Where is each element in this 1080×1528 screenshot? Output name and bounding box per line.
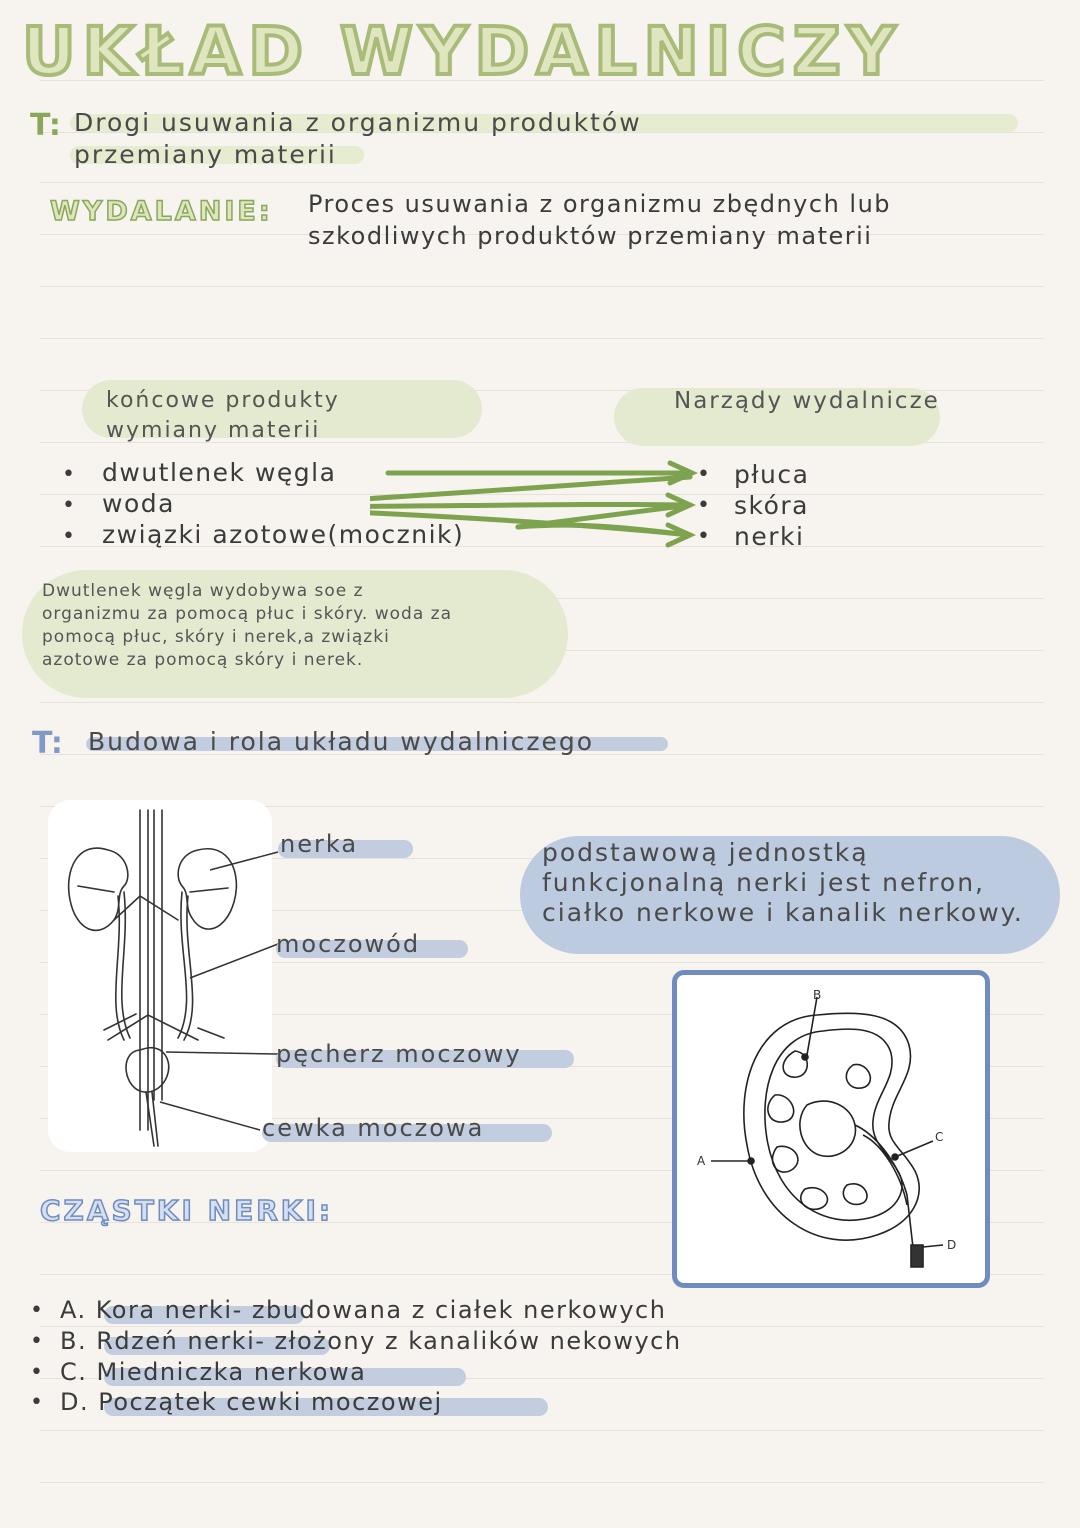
nephron-note-line1: podstawową jednostką (542, 838, 869, 867)
ruled-line (40, 286, 1044, 287)
bullet: • (697, 524, 710, 549)
kidney-letter-C: C (935, 1130, 944, 1144)
topic1-marker: T: (30, 108, 61, 143)
organ-item-1: skóra (734, 491, 810, 520)
label-kidney: nerka (280, 830, 359, 858)
ureter-start-shape (911, 1245, 923, 1267)
ruled-line (40, 702, 1044, 703)
product-item-2: związki azotowe(mocznik) (102, 520, 465, 549)
ruled-line (40, 182, 1044, 183)
label-bladder: pęcherz moczowy (276, 1040, 522, 1068)
definition-keyword: WYDALANIE: (50, 196, 273, 227)
ruled-line (40, 338, 1044, 339)
bullet: • (30, 1360, 43, 1385)
bullet: • (30, 1298, 43, 1323)
leader-B (807, 997, 817, 1055)
part-item-C: C. Miedniczka nerkowa (60, 1358, 367, 1386)
bullet: • (62, 493, 75, 518)
organs-heading: Narządy wydalnicze (674, 388, 940, 414)
summary-line3: pomocą płuc, skóry i nerek,a związki (42, 627, 390, 647)
left-ureter (122, 892, 130, 1038)
bullet: • (62, 462, 75, 487)
products-heading (106, 386, 340, 446)
arrow-nitrogen-kidneys (518, 525, 690, 535)
products-heading-line2: wymiany materii (106, 418, 321, 443)
summary-line1: Dwutlenek węgla wydobywa soe z (42, 581, 364, 601)
products-heading-line1: końcowe produkty (106, 388, 340, 413)
bullet: • (697, 462, 710, 487)
topic2-text: Budowa i rola układu wydalniczego (88, 727, 594, 756)
part-item-D: D. Początek cewki moczowej (60, 1388, 443, 1416)
topic1-line1: Drogi usuwania z organizmu produktów (74, 108, 642, 137)
parts-heading: CZĄSTKI NERKI: (40, 1194, 334, 1227)
label-ureter: moczowód (276, 930, 421, 958)
kidney-letter-A: A (697, 1154, 706, 1168)
kidney-letter-B: B (813, 988, 822, 1002)
definition-line1: Proces usuwania z organizmu zbędnych lub (308, 190, 892, 218)
kidney-letter-D: D (947, 1238, 957, 1252)
bullet: • (697, 493, 710, 518)
nephron-note-line2: funkcjonalną nerki jest nefron, (542, 868, 985, 897)
product-item-1: woda (102, 489, 175, 518)
renal-pelvis-shape (800, 1101, 856, 1156)
leader-lines (150, 840, 290, 1140)
nephron-note (542, 838, 1024, 928)
nephron-note-line3: ciałko nerkowe i kanalik nerkowy. (542, 898, 1024, 927)
organ-item-0: płuca (734, 460, 810, 489)
part-item-B: B. Rdzeń nerki- złożony z kanalików nekowych (60, 1327, 682, 1355)
summary-line2: organizmu za pomocą płuc i skóry. woda za (42, 604, 452, 624)
page-title: UKŁAD WYDALNICZY (22, 13, 903, 90)
bullet: • (62, 524, 75, 549)
ruled-line (40, 1430, 1044, 1431)
topic2-marker: T: (32, 726, 63, 761)
kidney-cross-section-illustration (677, 975, 985, 1283)
organ-item-2: nerki (734, 522, 805, 551)
summary-text (42, 580, 452, 672)
leader-D (923, 1245, 943, 1247)
definition-line2: szkodliwych produktów przemiany materii (308, 222, 873, 250)
arrow-water-skin (370, 504, 690, 507)
product-item-0: dwutlenek węgla (102, 458, 337, 487)
summary-line4: azotowe za pomocą skóry i nerek. (42, 650, 364, 670)
connection-arrows (370, 455, 710, 550)
bullet: • (30, 1390, 43, 1415)
bullet: • (30, 1329, 43, 1354)
ruled-line (40, 1482, 1044, 1483)
label-urethra: cewka moczowa (262, 1114, 485, 1142)
topic1-line2: przemiany materii (74, 140, 337, 169)
leader-C (895, 1141, 933, 1157)
part-item-A: A. Kora nerki- zbudowana z ciałek nerkowych (60, 1296, 667, 1324)
